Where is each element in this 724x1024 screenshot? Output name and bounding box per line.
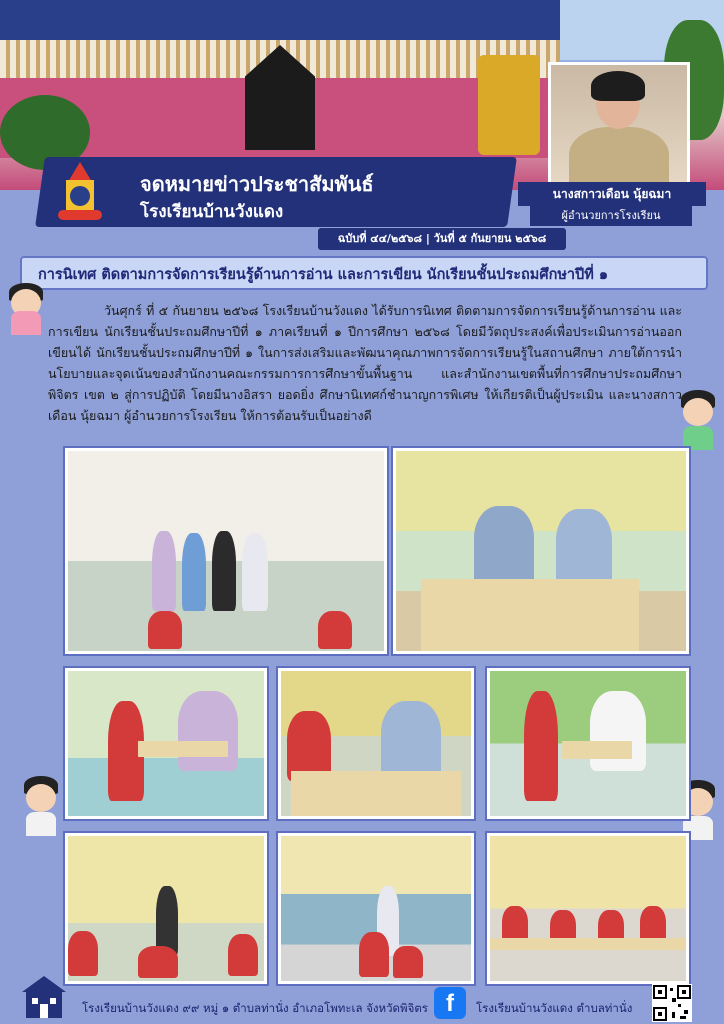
photo-group-standing bbox=[65, 448, 387, 654]
photo-reading-test bbox=[65, 668, 267, 819]
qr-code-icon[interactable] bbox=[652, 984, 692, 1022]
photo-reading-test bbox=[278, 668, 474, 819]
facebook-icon[interactable]: f bbox=[434, 987, 466, 1019]
photo-evaluators-table bbox=[393, 448, 689, 654]
headline-box bbox=[20, 256, 708, 290]
director-position: ผู้อำนวยการโรงเรียน bbox=[530, 206, 692, 226]
photo-classroom bbox=[65, 833, 267, 984]
headline: การนิเทศ ติดตามการจัดการเรียนรู้ด้านการอ่าน และการเขียน นักเรียนชั้นประถมศึกษาปีที่ ๑ bbox=[38, 267, 609, 283]
royal-shrine bbox=[478, 55, 540, 155]
footer-address: โรงเรียนบ้านวังแดง ๙๙ หมู่ ๑ ตำบลท่านั่ง อำเภอโพทะเล จังหวัดพิจิตร bbox=[82, 1001, 428, 1015]
photo-classroom bbox=[278, 833, 474, 984]
boy-reading-icon bbox=[18, 776, 66, 838]
issue-info: ฉบับที่ ๔๔/๒๕๖๘ | วันที่ ๕ กันยายน ๒๕๖๘ bbox=[318, 228, 566, 250]
facebook-page-link[interactable]: โรงเรียนบ้านวังแดง ตำบลท่านั่ง bbox=[476, 1001, 633, 1015]
school-name: โรงเรียนบ้านวังแดง bbox=[140, 202, 284, 222]
director-portrait bbox=[548, 62, 690, 188]
school-building-icon bbox=[18, 974, 70, 1022]
director-name: นางสกาวเดือน นุ้ยฉมา bbox=[518, 182, 706, 206]
school-logo-icon bbox=[52, 160, 108, 226]
photo-classroom bbox=[487, 833, 689, 984]
photo-reading-test bbox=[487, 668, 689, 819]
article-body: วันศุกร์ ที่ ๕ กันยายน ๒๕๖๘ โรงเรียนบ้านวังแดง ได้รับการนิเทศ ติดตามการจัดการเรียนรู้ด้านการอ่าน และการเขียน นักเรียนชั้นประถมศึกษาปีที่ ๑ ภาคเรียนที่ ๑ ปีการศึกษา ๒๕๖๘ โดยมีวัตถุประสงค์เพื่อประเมินการอ่านออก เขียนได้ นักเรียนชั้นประถมศึกษาปีที่ ๑ ในการส่งเสริมและพัฒนาคุณภาพการจัดการเรียนรู้ในสถานศึกษา ภายใต้การนำนโยบายและจุดเน้นของสำนักงานคณะกรรมการการศึกษาขั้นพื้นฐาน และสำนักงานเขตพื้นที่การศึกษาประถมศึกษาพิจิตร เขต ๒ สู่การปฏิบัติ โดยมีนางอิสรา ยอดยิ่ง ศึกษานิเทศก์ชำนาญการพิเศษ ให้เกียรติเป็นผู้ประเมิน และนางสกาวเดือน นุ้ยฉมา ผู้อำนวยการโรงเรียน ให้การต้อนรับเป็นอย่างดี bbox=[48, 303, 682, 423]
newsletter-title: จดหมายข่าวประชาสัมพันธ์ bbox=[140, 172, 374, 196]
girl-reading-icon bbox=[6, 283, 46, 333]
building-roof bbox=[0, 0, 560, 40]
